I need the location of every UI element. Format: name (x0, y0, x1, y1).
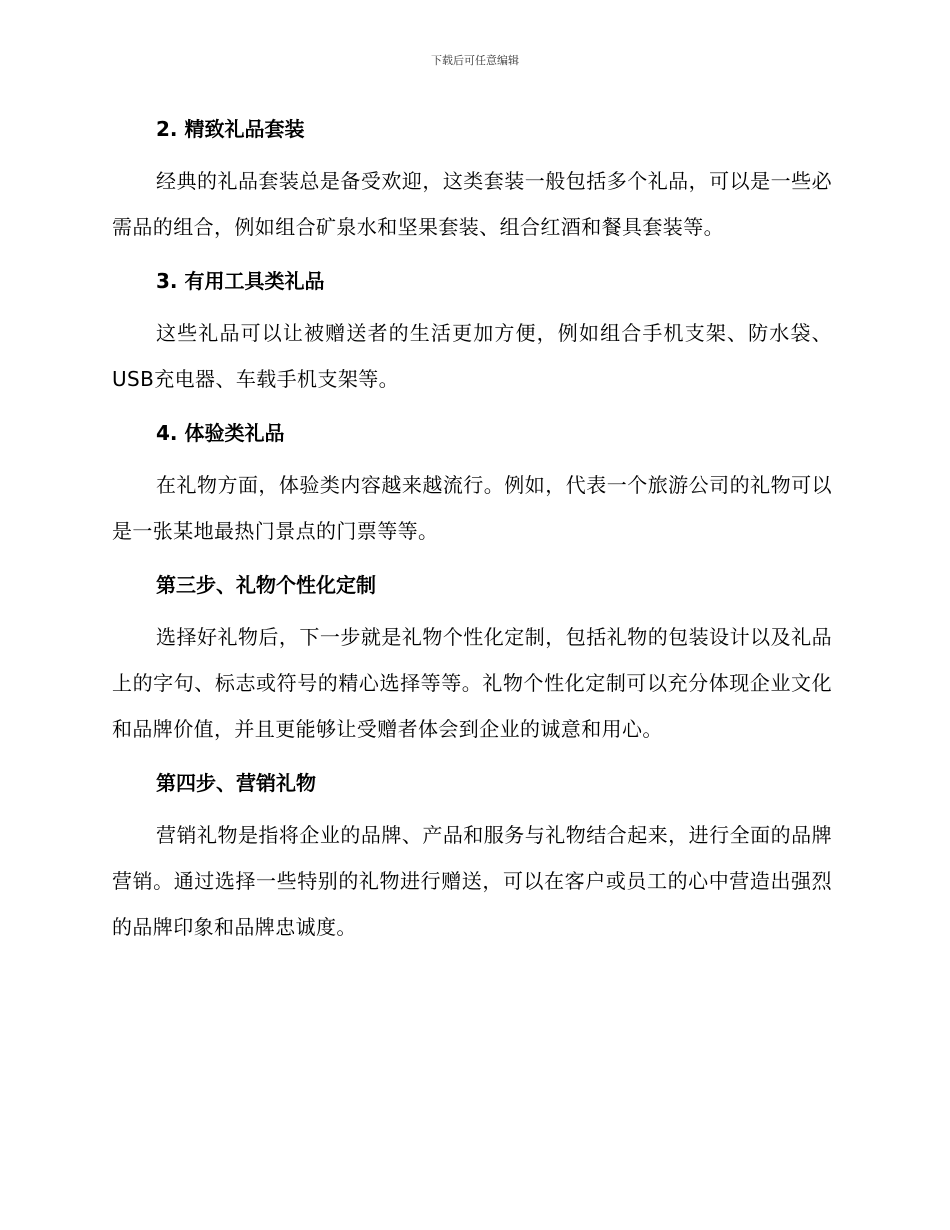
section-paragraph-step-four: 营销礼物是指将企业的品牌、产品和服务与礼物结合起来，进行全面的品牌营销。通过选择一些特别的礼物进行赠送，可以在客户或员工的心中营造出强烈的品牌印象和品牌忠诚度。 (112, 823, 832, 939)
section-paragraph-tool-gifts: 这些礼品可以让被赠送者的生活更加方便，例如组合手机支架、防水袋、USB充电器、车载手机支架等。 (112, 321, 832, 391)
section-heading-gift-sets: 2. 精致礼品套装 (156, 117, 305, 141)
section-heading-step-four: 第四步、营销礼物 (156, 771, 316, 795)
section-paragraph-step-three: 选择好礼物后，下一步就是礼物个性化定制，包括礼物的包装设计以及礼品上的字句、标志或符号的精心选择等等。礼物个性化定制可以充分体现企业文化和品牌价值，并且更能够让受赠者体会到企业的诚意和用心。 (112, 625, 832, 741)
page-header-note: 下载后可任意编辑 (431, 54, 519, 67)
section-heading-experience-gifts: 4. 体验类礼品 (156, 421, 285, 445)
section-paragraph-experience-gifts: 在礼物方面，体验类内容越来越流行。例如，代表一个旅游公司的礼物可以是一张某地最热门景点的门票等等。 (112, 473, 832, 543)
section-paragraph-gift-sets: 经典的礼品套装总是备受欢迎，这类套装一般包括多个礼品，可以是一些必需品的组合，例如组合矿泉水和坚果套装、组合红酒和餐具套装等。 (112, 169, 832, 239)
section-heading-tool-gifts: 3. 有用工具类礼品 (156, 269, 325, 293)
document-body (112, 112, 832, 950)
section-heading-step-three: 第三步、礼物个性化定制 (156, 573, 376, 597)
